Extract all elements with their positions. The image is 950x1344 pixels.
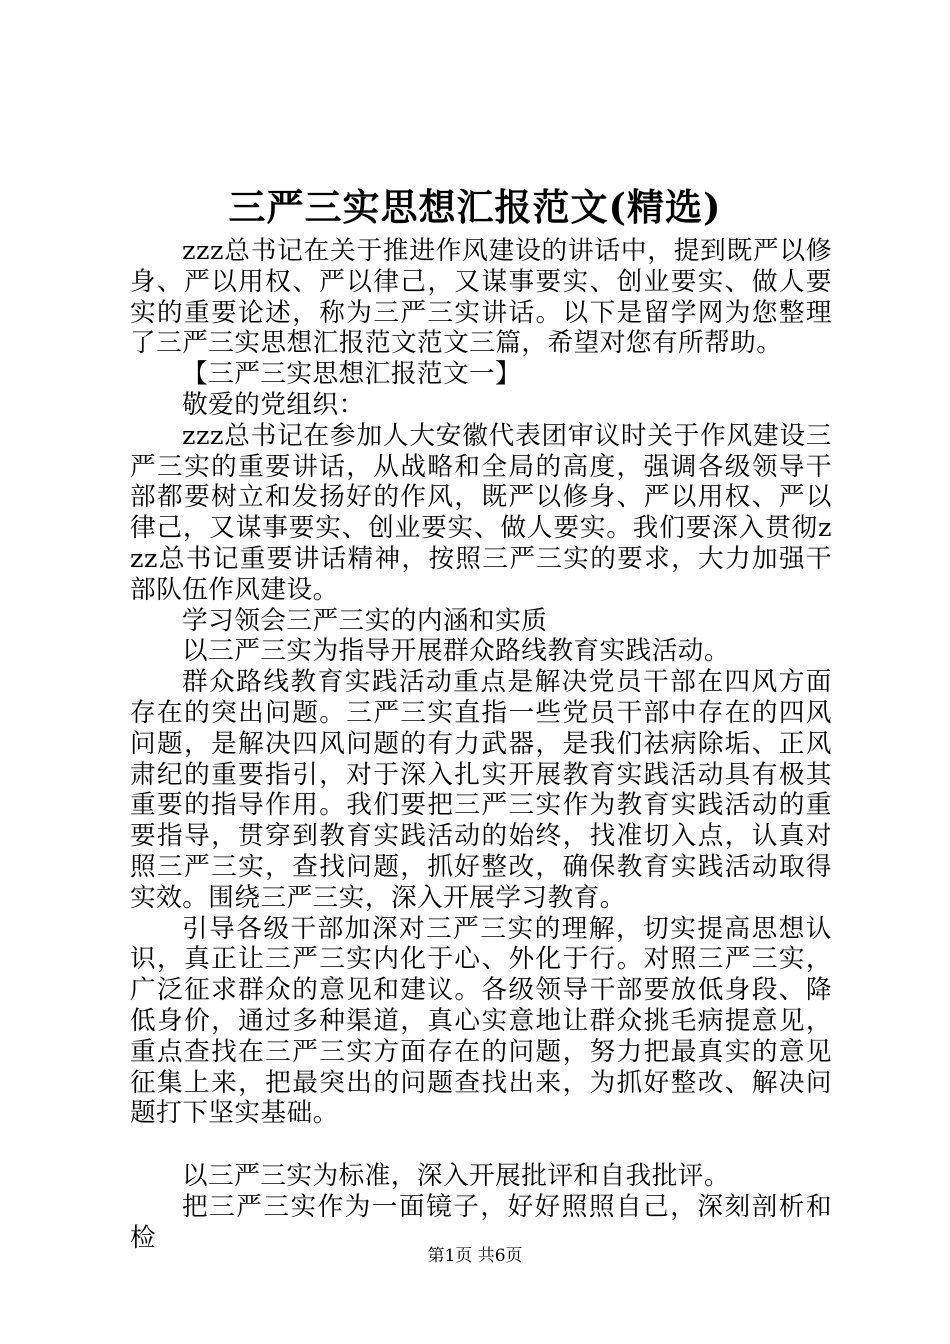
body-paragraph: zzz总书记在参加人大安徽代表团审议时关于作风建设三严三实的重要讲话，从战略和全局的高度，强调各级领导干部都要树立和发扬好的作风，既严以修身、严以用权、严以律己，又谋事要实、创业要实、做人要实。我们要深入贯彻zzz总书记重要讲话精神，按照三严三实的要求，大力加强干部队伍作风建设。	[130, 420, 832, 605]
body-paragraph: 群众路线教育实践活动重点是解决党员干部在四风方面存在的突出问题。三严三实直指一些党员干部中存在的四风问题，是解决四风问题的有力武器，是我们祛病除垢、正风肃纪的重要指引，对于深入扎实开展教育实践活动具有极其重要的指导作用。我们要把三严三实作为教育实践活动的重要指导，贯穿到教育实践活动的始终，找准切入点，认真对照三严三实，查找问题，抓好整改，确保教育实践活动取得实效。围绕三严三实，深入开展学习教育。	[130, 667, 832, 913]
subheading: 学习领会三严三实的内涵和实质	[182, 605, 548, 636]
page-number-footer: 第1页 共6页	[427, 1246, 523, 1266]
subheading: 以三严三实为指导开展群众路线教育实践活动。	[182, 636, 730, 667]
body-paragraph: 引导各级干部加深对三严三实的理解，切实提高思想认识，真正让三严三实内化于心、外化于行。对照三严三实，广泛征求群众的意见和建议。各级领导干部要放低身段、降低身价，通过多种渠道，真心实意地让群众挑毛病提意见，重点查找在三严三实方面存在的问题，努力把最真实的意见征集上来，把最突出的问题查找出来，为抓好整改、解决问题打下坚实基础。	[130, 913, 832, 1129]
section-heading: 【三严三实思想汇报范文一】	[182, 359, 522, 390]
document-title: 三严三实思想汇报范文(精选)	[228, 185, 722, 229]
document-body	[130, 236, 832, 1254]
subheading: 以三严三实为标准，深入开展批评和自我批评。	[182, 1161, 730, 1192]
salutation: 敬爱的党组织：	[182, 389, 365, 420]
body-paragraph: 把三严三实作为一面镜子，好好照照自己，深刻剖析和检	[130, 1191, 832, 1253]
intro-paragraph: zzz总书记在关于推进作风建设的讲话中，提到既严以修身、严以用权、严以律己，又谋事要实、创业要实、做人要实的重要论述，称为三严三实讲话。以下是留学网为您整理了三严三实思想汇报范文范文三篇，希望对您有所帮助。	[130, 236, 832, 359]
